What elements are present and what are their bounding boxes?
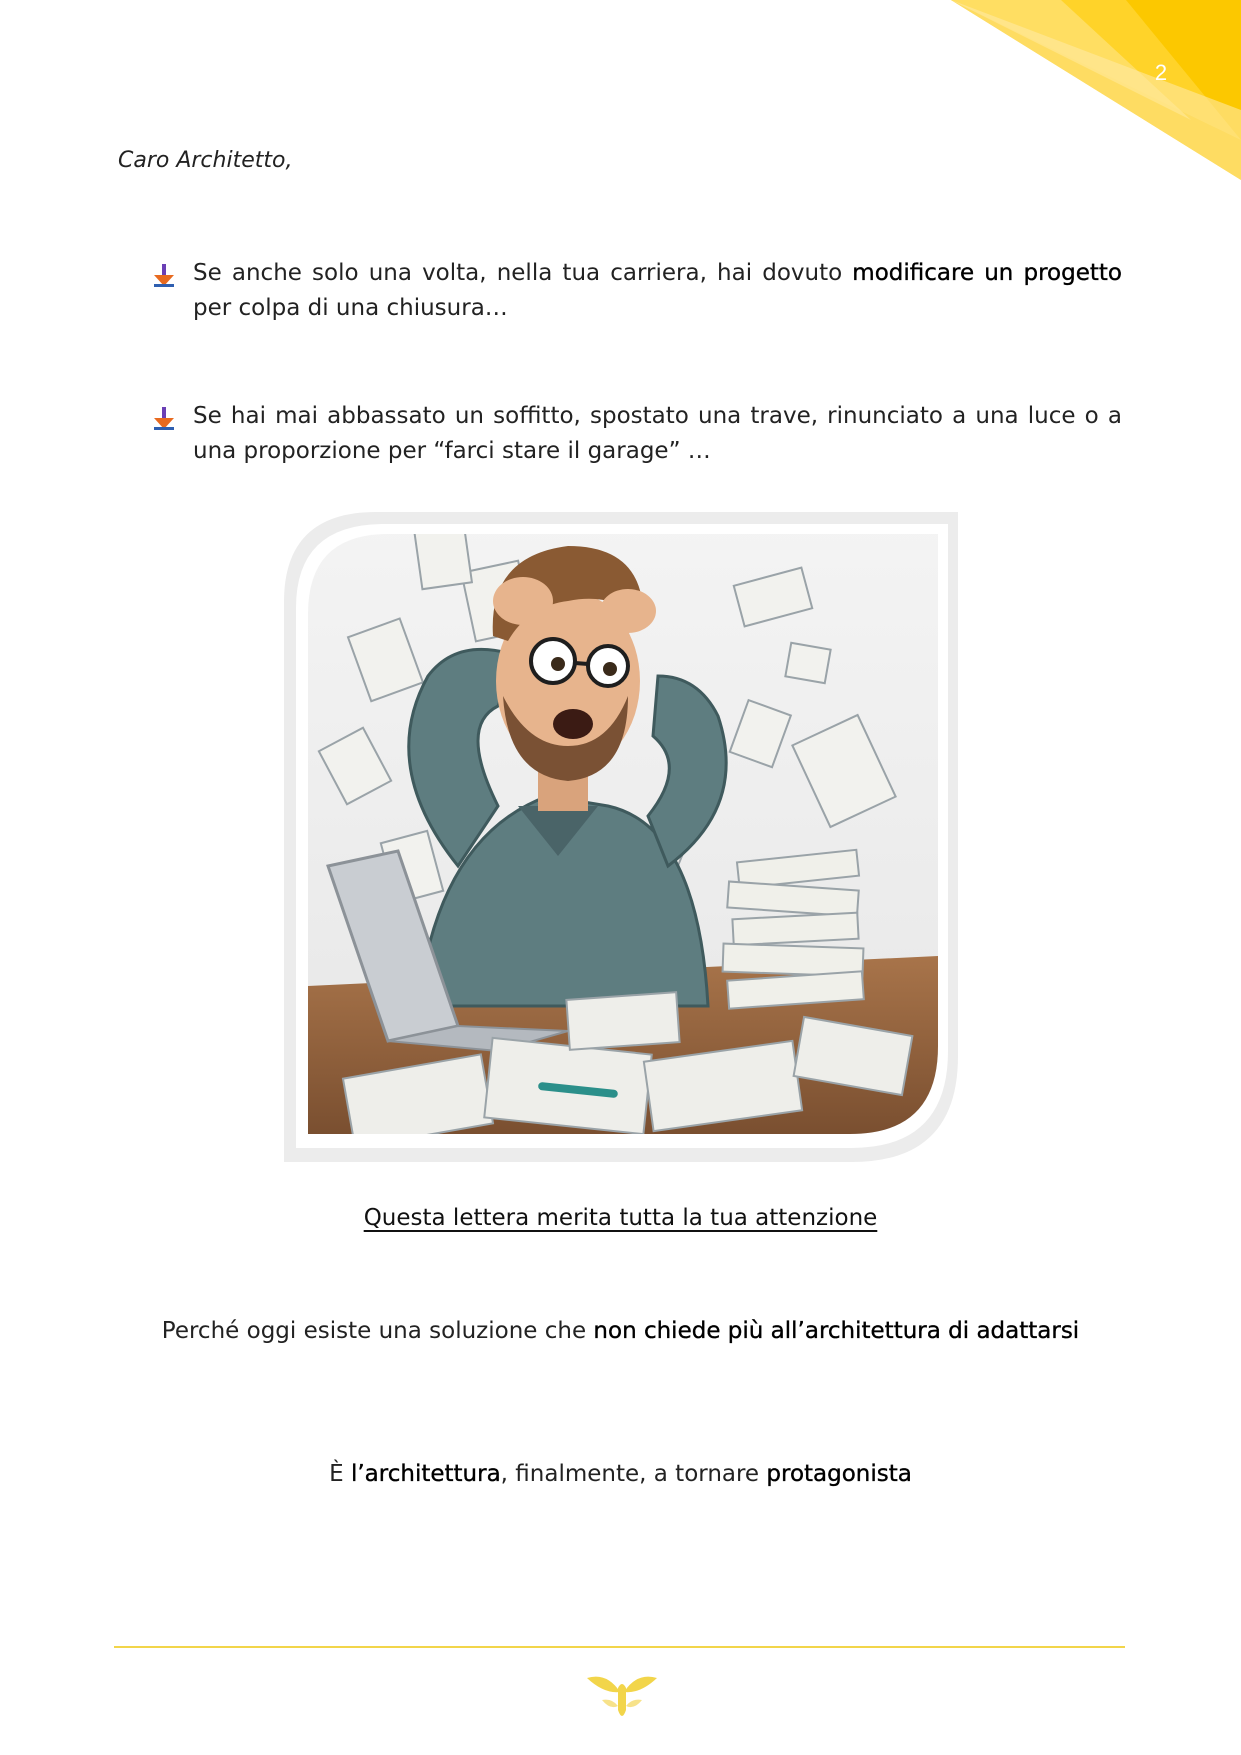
paragraph-emphasis: l’architettura — [350, 1461, 501, 1487]
bullet-text: Se hai mai abbassato un soffitto, spostato una trave, rinunciato a una luce o a una proporzione per “farci stare il garage” … — [193, 403, 1122, 464]
illustration-stressed-architect — [268, 506, 968, 1174]
caption: Questa lettera merita tutta la tua attenzione — [363, 1205, 878, 1231]
bullet-text: Se anche solo una volta, nella tua carriera, hai dovuto modificare un progetto per colpa di una chiusura… — [193, 260, 1122, 321]
greeting: Caro Architetto, — [118, 148, 293, 173]
paragraph: Perché oggi esiste una soluzione che non chiede più all’architettura di adattarsi — [161, 1318, 1080, 1344]
corner-decoration — [951, 0, 1241, 180]
bullet-arrow-icon — [152, 264, 176, 288]
paragraph: È l’architettura, finalmente, a tornare protagonista — [329, 1461, 912, 1487]
bullet-arrow-icon — [152, 407, 176, 431]
footer-divider — [114, 1646, 1125, 1648]
paragraph-emphasis: protagonista — [766, 1461, 912, 1487]
footer-logo-icon — [582, 1670, 662, 1725]
page-number: 2 — [1154, 60, 1168, 85]
bullet-item — [152, 399, 1122, 469]
paragraph-emphasis: non chiede più all’architettura di adattarsi — [593, 1318, 1080, 1344]
bullet-item — [152, 256, 1122, 326]
bullet-emphasis: modificare un progetto — [852, 260, 1122, 286]
